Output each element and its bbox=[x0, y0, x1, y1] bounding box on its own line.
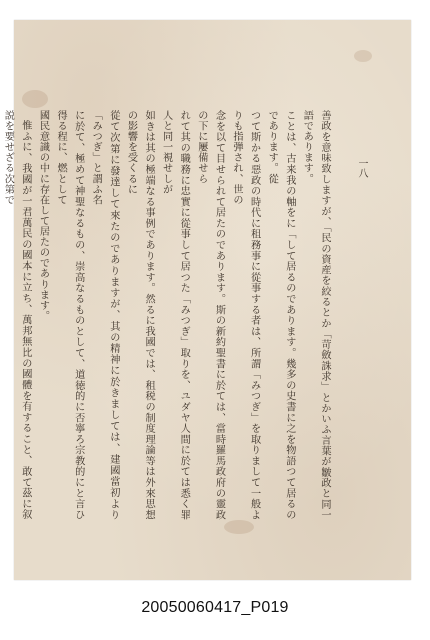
paragraph: 如きは其の極端なる事例であります。然るに我國では、租税の制度理論等は外來思想の影響を受くるに bbox=[125, 110, 155, 520]
stain-spot bbox=[224, 520, 254, 534]
paragraph: れて其の職務に忠實に從事して居つた「みつぎ」取りを、ユダヤ人間に於ては悉く罪人と同一視せしが bbox=[160, 110, 190, 520]
body-text bbox=[2, 110, 333, 520]
paragraph: ことは、古来我の軸をに「して居るのであります。幾多の史書に之を物語つて居るのであります。從 bbox=[266, 110, 295, 520]
paragraph: 國民意識の中に存在して居たのであります。 bbox=[37, 110, 49, 321]
paragraph: 惟ふに、我國が一君萬民の國本に立ち、萬邦無比の國體を有すること、敢て茲に叙説を要せざる次第で bbox=[2, 110, 31, 520]
paragraph: 善政を意味致しますが、「民の資産を絞るとか「苛斂誅求」とかいふ言葉が皺政と同一語であります。 bbox=[301, 110, 330, 520]
image-caption: 20050060417_P019 bbox=[141, 599, 289, 616]
paper-page bbox=[2, 20, 411, 580]
stain-spot bbox=[22, 90, 48, 108]
paragraph: つて斯かる惡政の時代に租務事に從事する者は、所謂「みつぎ」を取りまして一般よりも指弾され、世の bbox=[231, 110, 260, 520]
stain-spot bbox=[354, 50, 372, 62]
paragraph: 從て次第に發達して來たのでありますが、其の精神に於きましては、建國當初より「みつぎ」と謂ふ名 bbox=[90, 110, 119, 520]
paragraph: に於て、極めて神聖なるもの、崇高なるものとして、道徳的に否寧ろ宗教的にと言ひ得る程に、燃として bbox=[55, 110, 84, 520]
page-number: 一八 bbox=[356, 158, 367, 178]
paragraph: 念を以て目せられて居たのであります。斯の新約聖書に於ては、當時羅馬政府の靈政の下に屢備せら bbox=[195, 110, 225, 520]
